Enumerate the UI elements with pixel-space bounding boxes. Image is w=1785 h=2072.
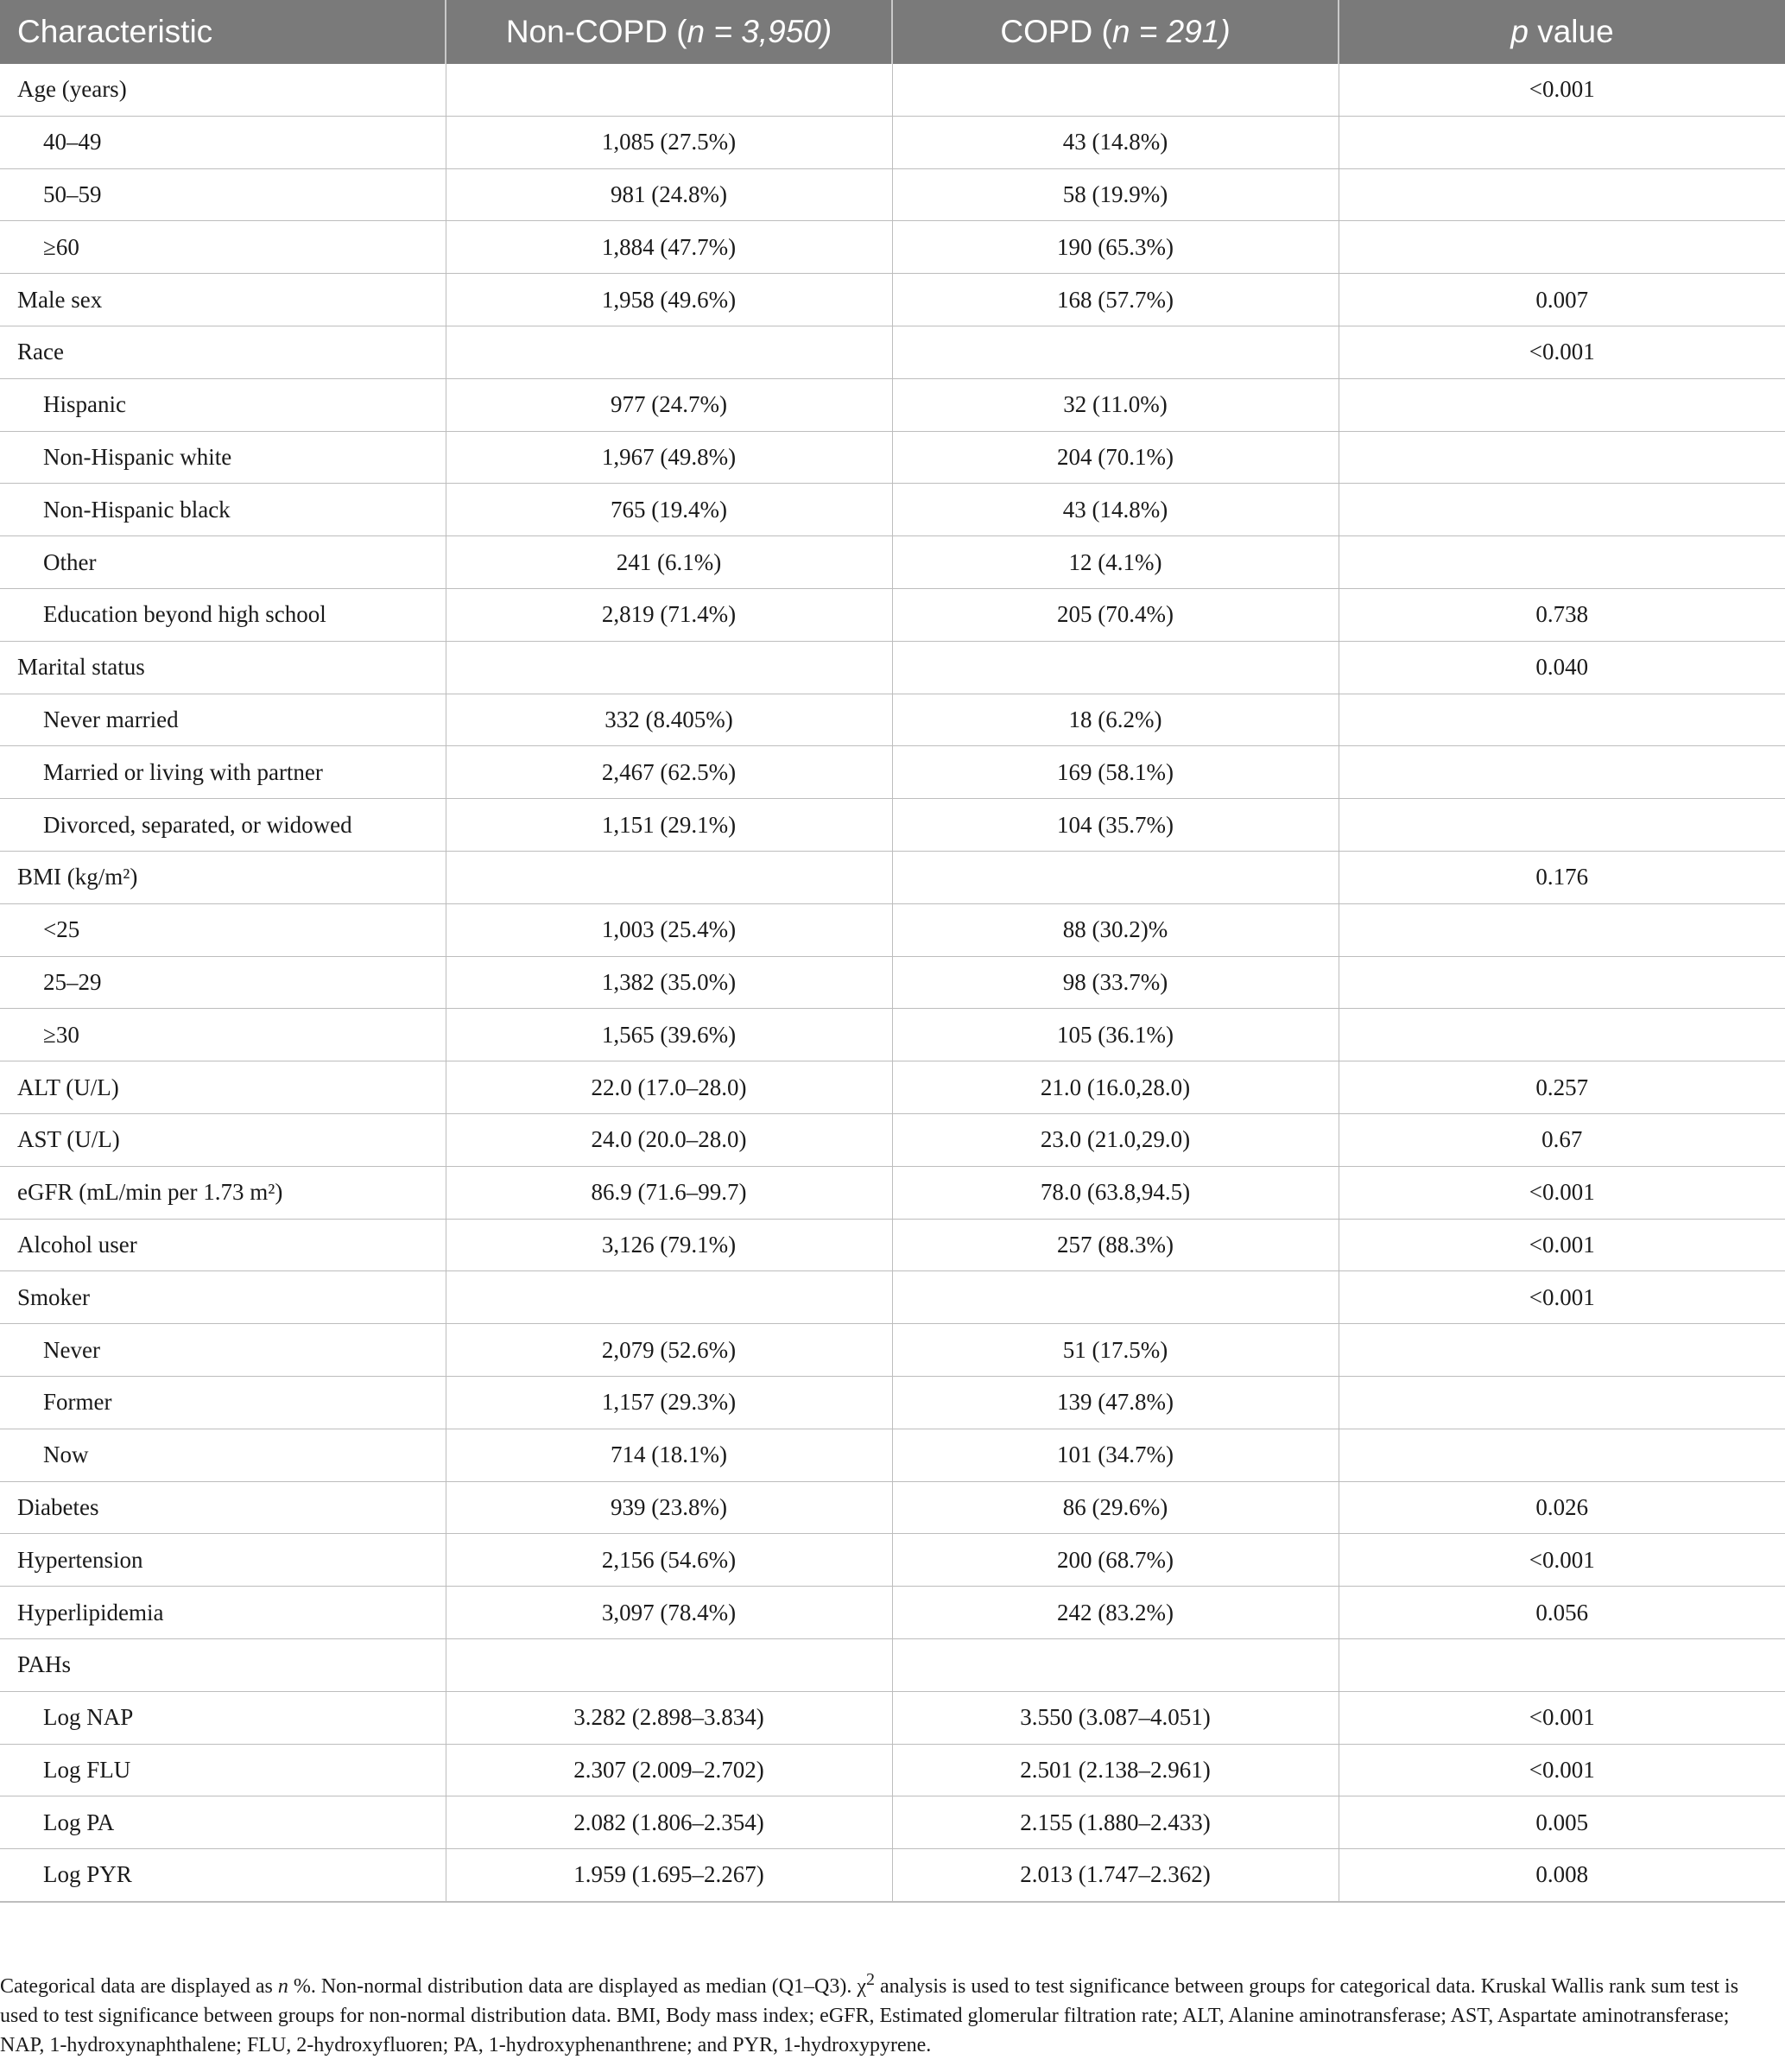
table-row: [0, 168, 1785, 221]
row-copd-value: 32 (11.0%): [892, 378, 1339, 431]
row-copd-value: 104 (35.7%): [892, 799, 1339, 852]
table-row: [0, 1587, 1785, 1639]
row-copd-value: [892, 1271, 1339, 1324]
row-copd-value: 98 (33.7%): [892, 956, 1339, 1009]
row-copd-value: 2.501 (2.138–2.961): [892, 1744, 1339, 1796]
row-copd-value: 205 (70.4%): [892, 588, 1339, 641]
table-body: [0, 64, 1785, 1902]
row-label: Log PYR: [0, 1849, 446, 1902]
row-copd-value: 51 (17.5%): [892, 1324, 1339, 1377]
row-p-value: [1339, 484, 1785, 536]
row-non-copd-value: 1,003 (25.4%): [446, 903, 892, 956]
table-header: [0, 0, 1785, 64]
row-non-copd-value: 1,157 (29.3%): [446, 1376, 892, 1429]
table-row: [0, 378, 1785, 431]
row-label: 40–49: [0, 116, 446, 168]
row-copd-value: [892, 64, 1339, 116]
header-copd-suffix: = 291): [1130, 14, 1231, 49]
row-copd-value: 3.550 (3.087–4.051): [892, 1691, 1339, 1744]
row-non-copd-value: 1,967 (49.8%): [446, 431, 892, 484]
row-copd-value: 12 (4.1%): [892, 536, 1339, 589]
row-copd-value: 21.0 (16.0,28.0): [892, 1061, 1339, 1114]
table-row: [0, 641, 1785, 694]
row-label: Hypertension: [0, 1534, 446, 1587]
row-copd-value: 43 (14.8%): [892, 116, 1339, 168]
row-p-value: <0.001: [1339, 1744, 1785, 1796]
header-p-suffix: value: [1528, 14, 1614, 49]
row-label: Never married: [0, 694, 446, 746]
row-non-copd-value: 939 (23.8%): [446, 1481, 892, 1534]
table-row: [0, 1534, 1785, 1587]
footnote-n-italic: n: [277, 1975, 288, 1998]
row-non-copd-value: 977 (24.7%): [446, 378, 892, 431]
row-copd-value: [892, 326, 1339, 378]
row-p-value: [1339, 1376, 1785, 1429]
table-row: [0, 1638, 1785, 1691]
row-copd-value: 200 (68.7%): [892, 1534, 1339, 1587]
footnote-part3: analysis is used to test significance between groups for categorical data. Kruskal Wallis rank sum test is used to test significance between groups for non-normal distribution data. BMI, Body mass index; eGFR, Estimated glomerular filtration rate; ALT, Alanine aminotransferase; AST, Aspartate aminotransferase; NAP, 1-hydroxynaphthalene; FLU, 2-hydroxyfluoren; PA, 1-hydroxyphenanthrene; and PYR, 1-hydroxypyrene.: [0, 1975, 1739, 2056]
row-p-value: <0.001: [1339, 1166, 1785, 1219]
row-p-value: <0.001: [1339, 326, 1785, 378]
row-label: ≥30: [0, 1009, 446, 1061]
row-non-copd-value: [446, 1638, 892, 1691]
row-copd-value: [892, 851, 1339, 903]
row-p-value: 0.67: [1339, 1113, 1785, 1166]
footnote-part2: %. Non-normal distribution data are displayed as median (Q1–Q3).: [288, 1975, 858, 1998]
row-non-copd-value: 714 (18.1%): [446, 1429, 892, 1481]
row-copd-value: 257 (88.3%): [892, 1219, 1339, 1271]
row-label: Never: [0, 1324, 446, 1377]
row-p-value: [1339, 168, 1785, 221]
row-copd-value: 169 (58.1%): [892, 746, 1339, 799]
row-non-copd-value: 24.0 (20.0–28.0): [446, 1113, 892, 1166]
row-copd-value: 101 (34.7%): [892, 1429, 1339, 1481]
table-row: [0, 1796, 1785, 1849]
row-p-value: 0.026: [1339, 1481, 1785, 1534]
row-copd-value: [892, 641, 1339, 694]
row-non-copd-value: 981 (24.8%): [446, 168, 892, 221]
table-row: [0, 1271, 1785, 1324]
table-row: [0, 1744, 1785, 1796]
row-non-copd-value: [446, 326, 892, 378]
row-p-value: <0.001: [1339, 1271, 1785, 1324]
header-non-copd-n: n: [687, 14, 706, 49]
row-label: ALT (U/L): [0, 1061, 446, 1114]
table-row: [0, 694, 1785, 746]
row-copd-value: 139 (47.8%): [892, 1376, 1339, 1429]
row-p-value: <0.001: [1339, 1219, 1785, 1271]
row-non-copd-value: 332 (8.405%): [446, 694, 892, 746]
row-p-value: 0.176: [1339, 851, 1785, 903]
row-non-copd-value: [446, 1271, 892, 1324]
row-p-value: [1339, 378, 1785, 431]
row-copd-value: 2.013 (1.747–2.362): [892, 1849, 1339, 1902]
table-row: [0, 956, 1785, 1009]
row-p-value: [1339, 1429, 1785, 1481]
table-row: [0, 746, 1785, 799]
row-non-copd-value: 765 (19.4%): [446, 484, 892, 536]
footnote-part1: Categorical data are displayed as: [0, 1975, 278, 1998]
row-copd-value: 190 (65.3%): [892, 221, 1339, 274]
header-non-copd-suffix: = 3,950): [705, 14, 832, 49]
table-row: [0, 536, 1785, 589]
row-p-value: <0.001: [1339, 64, 1785, 116]
row-label: Age (years): [0, 64, 446, 116]
row-non-copd-value: 3.282 (2.898–3.834): [446, 1691, 892, 1744]
row-p-value: 0.040: [1339, 641, 1785, 694]
table-row: [0, 799, 1785, 852]
row-p-value: [1339, 694, 1785, 746]
row-label: Race: [0, 326, 446, 378]
row-label: Hispanic: [0, 378, 446, 431]
row-p-value: <0.001: [1339, 1691, 1785, 1744]
row-label: Hyperlipidemia: [0, 1587, 446, 1639]
header-copd: [892, 0, 1339, 64]
row-copd-value: 242 (83.2%): [892, 1587, 1339, 1639]
row-non-copd-value: 2,079 (52.6%): [446, 1324, 892, 1377]
table-row: [0, 116, 1785, 168]
footnote-chi-sup: 2: [866, 1970, 876, 1989]
row-p-value: 0.738: [1339, 588, 1785, 641]
header-copd-prefix: COPD (: [1000, 14, 1112, 49]
row-copd-value: 2.155 (1.880–2.433): [892, 1796, 1339, 1849]
row-copd-value: 105 (36.1%): [892, 1009, 1339, 1061]
row-p-value: 0.007: [1339, 274, 1785, 326]
row-label: Log NAP: [0, 1691, 446, 1744]
row-label: Former: [0, 1376, 446, 1429]
row-non-copd-value: 22.0 (17.0–28.0): [446, 1061, 892, 1114]
table-row: [0, 903, 1785, 956]
row-p-value: [1339, 1638, 1785, 1691]
row-non-copd-value: 1,884 (47.7%): [446, 221, 892, 274]
row-p-value: [1339, 1324, 1785, 1377]
row-copd-value: 204 (70.1%): [892, 431, 1339, 484]
table-row: [0, 1324, 1785, 1377]
row-non-copd-value: 3,126 (79.1%): [446, 1219, 892, 1271]
row-label: ≥60: [0, 221, 446, 274]
row-non-copd-value: 1.959 (1.695–2.267): [446, 1849, 892, 1902]
table-row: [0, 1113, 1785, 1166]
header-p-value: [1339, 0, 1785, 64]
row-label: BMI (kg/m²): [0, 851, 446, 903]
header-copd-n: n: [1111, 14, 1130, 49]
row-copd-value: 58 (19.9%): [892, 168, 1339, 221]
row-label: Married or living with partner: [0, 746, 446, 799]
row-label: Log PA: [0, 1796, 446, 1849]
row-p-value: [1339, 956, 1785, 1009]
table-row: [0, 1219, 1785, 1271]
table-row: [0, 1376, 1785, 1429]
row-label: PAHs: [0, 1638, 446, 1691]
row-copd-value: 88 (30.2)%: [892, 903, 1339, 956]
header-non-copd: [446, 0, 892, 64]
row-copd-value: 86 (29.6%): [892, 1481, 1339, 1534]
footnote-chi: χ: [857, 1975, 867, 1998]
row-non-copd-value: [446, 641, 892, 694]
row-label: Alcohol user: [0, 1219, 446, 1271]
row-label: Education beyond high school: [0, 588, 446, 641]
header-non-copd-prefix: Non-COPD (: [505, 14, 687, 49]
table-row: [0, 1849, 1785, 1902]
table-row: [0, 1166, 1785, 1219]
row-non-copd-value: 2,819 (71.4%): [446, 588, 892, 641]
row-non-copd-value: 2,467 (62.5%): [446, 746, 892, 799]
row-non-copd-value: 1,958 (49.6%): [446, 274, 892, 326]
table-row: [0, 431, 1785, 484]
row-p-value: [1339, 746, 1785, 799]
row-label: Diabetes: [0, 1481, 446, 1534]
row-copd-value: 168 (57.7%): [892, 274, 1339, 326]
table-row: [0, 326, 1785, 378]
table-row: [0, 1061, 1785, 1114]
row-non-copd-value: [446, 64, 892, 116]
row-p-value: 0.005: [1339, 1796, 1785, 1849]
row-copd-value: 43 (14.8%): [892, 484, 1339, 536]
table-row: [0, 1009, 1785, 1061]
row-copd-value: 78.0 (63.8,94.5): [892, 1166, 1339, 1219]
table-row: [0, 851, 1785, 903]
row-label: <25: [0, 903, 446, 956]
row-label: Divorced, separated, or widowed: [0, 799, 446, 852]
row-non-copd-value: 2.082 (1.806–2.354): [446, 1796, 892, 1849]
row-label: Smoker: [0, 1271, 446, 1324]
row-copd-value: 23.0 (21.0,29.0): [892, 1113, 1339, 1166]
row-non-copd-value: 1,382 (35.0%): [446, 956, 892, 1009]
row-p-value: [1339, 799, 1785, 852]
row-non-copd-value: 3,097 (78.4%): [446, 1587, 892, 1639]
row-p-value: [1339, 536, 1785, 589]
row-non-copd-value: 241 (6.1%): [446, 536, 892, 589]
row-non-copd-value: 1,565 (39.6%): [446, 1009, 892, 1061]
row-label: Non-Hispanic white: [0, 431, 446, 484]
row-p-value: [1339, 431, 1785, 484]
row-copd-value: [892, 1638, 1339, 1691]
header-characteristic-text: Characteristic: [17, 14, 213, 49]
row-p-value: <0.001: [1339, 1534, 1785, 1587]
table-row: [0, 1691, 1785, 1744]
table-row: [0, 221, 1785, 274]
row-p-value: 0.008: [1339, 1849, 1785, 1902]
table-row: [0, 1481, 1785, 1534]
row-label: Male sex: [0, 274, 446, 326]
row-label: 50–59: [0, 168, 446, 221]
table-row: [0, 588, 1785, 641]
row-p-value: 0.257: [1339, 1061, 1785, 1114]
table-row: [0, 1429, 1785, 1481]
header-p-italic: p: [1510, 14, 1529, 49]
table-row: [0, 274, 1785, 326]
row-p-value: [1339, 1009, 1785, 1061]
row-label: AST (U/L): [0, 1113, 446, 1166]
row-non-copd-value: 1,151 (29.1%): [446, 799, 892, 852]
row-p-value: 0.056: [1339, 1587, 1785, 1639]
row-p-value: [1339, 221, 1785, 274]
row-non-copd-value: 86.9 (71.6–99.7): [446, 1166, 892, 1219]
table-footnote: [0, 1965, 1762, 2060]
row-non-copd-value: 1,085 (27.5%): [446, 116, 892, 168]
row-p-value: [1339, 903, 1785, 956]
row-label: Log FLU: [0, 1744, 446, 1796]
row-label: Marital status: [0, 641, 446, 694]
row-label: 25–29: [0, 956, 446, 1009]
row-label: eGFR (mL/min per 1.73 m²): [0, 1166, 446, 1219]
row-non-copd-value: 2.307 (2.009–2.702): [446, 1744, 892, 1796]
row-copd-value: 18 (6.2%): [892, 694, 1339, 746]
row-non-copd-value: [446, 851, 892, 903]
table-row: [0, 64, 1785, 116]
row-non-copd-value: 2,156 (54.6%): [446, 1534, 892, 1587]
header-characteristic: [0, 0, 446, 64]
row-label: Other: [0, 536, 446, 589]
row-label: Now: [0, 1429, 446, 1481]
row-p-value: [1339, 116, 1785, 168]
table-row: [0, 484, 1785, 536]
row-label: Non-Hispanic black: [0, 484, 446, 536]
header-row: [0, 0, 1785, 64]
